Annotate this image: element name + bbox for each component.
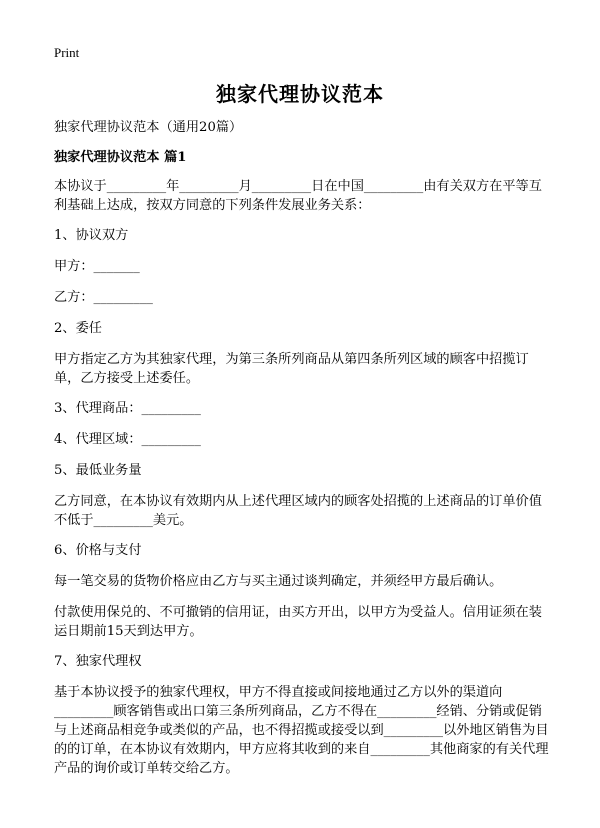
section-heading: 独家代理协议范本 篇1 [54,150,187,165]
document-title: 独家代理协议范本 [216,82,384,106]
paragraph-minimum: 乙方同意，在本协议有效期内从上述代理区域内的顾客处招揽的上述商品的订单价值不低于_________美元。 [54,494,542,528]
clause-heading-minimum: 5、最低业务量 [54,463,142,478]
print-link[interactable]: Print [54,45,80,60]
clause-territory: 4、代理区域：_________ [54,432,201,447]
party-a-line: 甲方：_______ [54,259,140,274]
clause-heading-parties: 1、协议双方 [54,228,129,243]
paragraph-intro: 本协议于_________年_________月_________日在中国_________由有关双方在平等互利基础上达成，按双方同意的下列条件发展业务关系： [54,179,542,213]
clause-heading-exclusivity: 7、独家代理权 [54,654,142,669]
clause-products: 3、代理商品：_________ [54,401,201,416]
paragraph-payment: 付款使用保兑的、不可撤销的信用证，由买方开出，以甲方为受益人。信用证须在装运日期前15天到达甲方。 [54,605,542,639]
paragraph-price: 每一笔交易的货物价格应由乙方与买主通过谈判确定，并须经甲方最后确认。 [54,574,503,589]
clause-heading-appointment: 2、委任 [54,321,102,336]
party-b-line: 乙方：_________ [54,290,153,305]
document-subtitle: 独家代理协议范本（通用20篇） [54,120,243,135]
paragraph-appointment: 甲方指定乙方为其独家代理，为第三条所列商品从第四条所列区域的顾客中招揽订单，乙方接受上述委任。 [54,352,529,386]
document-body [54,118,554,789]
paragraph-exclusivity: 基于本协议授予的独家代理权，甲方不得直接或间接地通过乙方以外的渠道向_________顾客销售或出口第三条所列商品，乙方不得在_________经销、分销或促销与上述商品相竞争或类似的产品，也不得招揽或接受以到_________以外地区销售为目的的订单，在本协议有效期内，甲方应将其收到的来自_________其他商家的有关代理产品的询价或订单转交给乙方。 [54,685,549,776]
clause-heading-price: 6、价格与支付 [54,543,142,558]
